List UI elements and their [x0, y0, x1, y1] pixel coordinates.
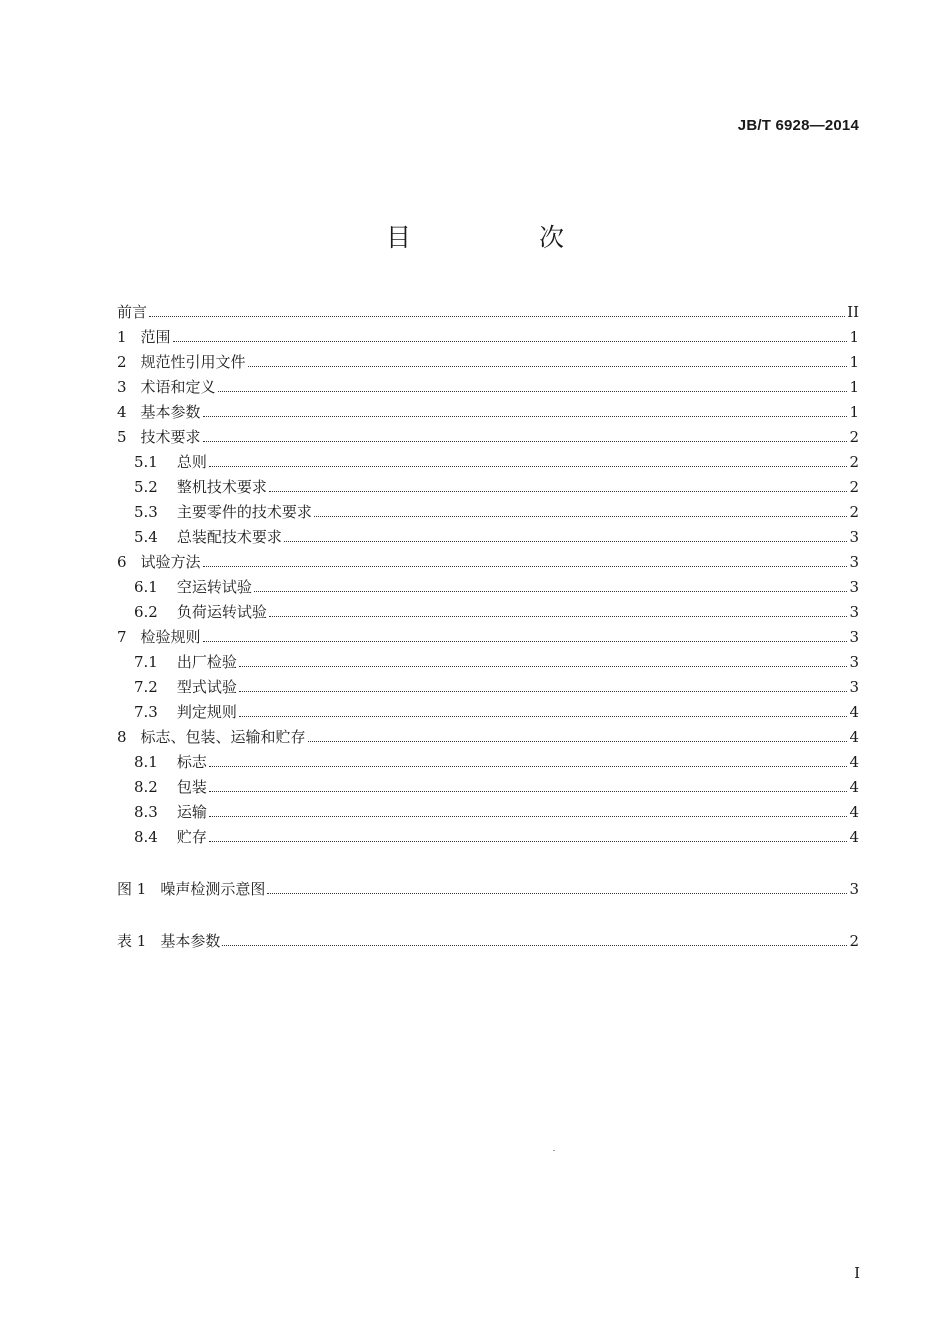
- toc-entry[interactable]: [117, 672, 859, 697]
- toc-entry-label: 出厂检验: [176, 653, 237, 671]
- toc-entry[interactable]: [117, 472, 859, 497]
- toc-entry-number: 2: [117, 353, 127, 371]
- toc-dot-leader: [269, 616, 848, 617]
- toc-entry-page: 1: [849, 403, 859, 421]
- toc-entry-number: 7.3: [134, 703, 158, 721]
- toc-entry[interactable]: [117, 772, 859, 797]
- toc-entry[interactable]: [117, 397, 859, 422]
- toc-entry-page: 3: [849, 678, 859, 696]
- toc-entry-page: 4: [849, 753, 859, 771]
- toc-entry-label: 贮存: [176, 828, 207, 846]
- toc-entry-number: 8.3: [134, 803, 158, 821]
- toc-entry-page: 3: [849, 603, 859, 621]
- toc-entry-page: 3: [849, 528, 859, 546]
- toc-entry-label: 主要零件的技术要求: [176, 503, 312, 521]
- toc-entry-label: 判定规则: [176, 703, 237, 721]
- toc-entry-page: 3: [849, 553, 859, 571]
- toc-dot-leader: [248, 366, 848, 367]
- toc-entry-number: 7.2: [134, 678, 158, 696]
- toc-entry-label: 技术要求: [140, 428, 201, 446]
- toc-dot-leader: [254, 591, 848, 592]
- toc-dot-leader: [209, 816, 848, 817]
- toc-entry-number: 4: [117, 403, 127, 421]
- toc-entry-label: 空运转试验: [176, 578, 252, 596]
- page-number: I: [854, 1264, 860, 1282]
- toc-dot-leader: [173, 341, 848, 342]
- toc-entry-number: 5.1: [134, 453, 158, 471]
- document-code: JB/T 6928—2014: [737, 117, 859, 134]
- toc-entry-label: 基本参数: [160, 932, 221, 950]
- toc-entry-label: 总则: [176, 453, 207, 471]
- toc-dot-leader: [267, 893, 847, 894]
- toc-entry-page: 2: [849, 453, 859, 471]
- toc-entry[interactable]: [117, 372, 859, 397]
- toc-entry-page: 2: [849, 428, 859, 446]
- toc-entry-number: 8: [117, 728, 127, 746]
- toc-entry-label: 检验规则: [140, 628, 201, 646]
- toc-entry-number: 5.4: [134, 528, 158, 546]
- toc-dot-leader: [209, 791, 848, 792]
- toc-dot-leader: [269, 491, 848, 492]
- toc-dot-leader: [209, 841, 848, 842]
- toc-entry-label: 包装: [176, 778, 207, 796]
- toc-entry-number: 8.1: [134, 753, 158, 771]
- toc-entry-number: 5.3: [134, 503, 158, 521]
- toc-dot-leader: [209, 766, 848, 767]
- toc-entry-page: 4: [849, 828, 859, 846]
- toc-entry[interactable]: [117, 822, 859, 847]
- toc-entry-label: 运输: [176, 803, 207, 821]
- toc-entry-page: 1: [849, 353, 859, 371]
- toc-dot-leader: [222, 945, 847, 946]
- toc-entry[interactable]: [117, 647, 859, 672]
- toc-entry-label: 总装配技术要求: [176, 528, 282, 546]
- toc-entry-label: 试验方法: [140, 553, 201, 571]
- toc-entry[interactable]: [117, 622, 859, 647]
- toc-entry[interactable]: [117, 297, 859, 322]
- toc-title: 目 次: [386, 223, 624, 252]
- toc-entry[interactable]: [117, 447, 859, 472]
- toc-dot-leader: [203, 641, 848, 642]
- toc-dot-leader: [203, 566, 848, 567]
- toc-entry-page: 4: [849, 728, 859, 746]
- toc-dot-leader: [239, 716, 848, 717]
- toc-entry[interactable]: [117, 522, 859, 547]
- toc-dot-leader: [203, 441, 848, 442]
- toc-entry-number: 7.1: [134, 653, 158, 671]
- scan-speck: [553, 1150, 555, 1151]
- toc-entry-page: 4: [849, 778, 859, 796]
- toc-entry-label: 噪声检测示意图: [160, 880, 266, 898]
- toc-entry[interactable]: [117, 926, 859, 951]
- toc-entry[interactable]: [117, 347, 859, 372]
- toc-entry-label: 负荷运转试验: [176, 603, 267, 621]
- toc-entry-page: 2: [849, 478, 859, 496]
- toc-entry[interactable]: [117, 797, 859, 822]
- toc-entry-page: II: [847, 303, 859, 321]
- toc-entry-page: 2: [849, 932, 859, 950]
- toc-entry-label: 型式试验: [176, 678, 237, 696]
- toc-entry-label: 范围: [140, 328, 171, 346]
- toc-entry-page: 3: [849, 628, 859, 646]
- toc-entry-page: 1: [849, 328, 859, 346]
- toc-entry[interactable]: [117, 722, 859, 747]
- toc-entry-label: 规范性引用文件: [140, 353, 246, 371]
- toc-entry-label: 术语和定义: [140, 378, 216, 396]
- toc-entry-number: 3: [117, 378, 127, 396]
- toc-entry[interactable]: [117, 422, 859, 447]
- toc-entry[interactable]: [117, 497, 859, 522]
- toc-dot-leader: [149, 316, 845, 317]
- toc-entry[interactable]: [117, 874, 859, 899]
- toc-entry-number: 6.2: [134, 603, 158, 621]
- toc-entry-page: 2: [849, 503, 859, 521]
- toc-entry-label: 前言: [117, 303, 148, 321]
- toc-entry-page: 4: [849, 803, 859, 821]
- toc-entry-number: 7: [117, 628, 127, 646]
- toc-dot-leader: [314, 516, 848, 517]
- toc-entry-page: 4: [849, 703, 859, 721]
- toc-entry-number: 图 1: [117, 880, 147, 898]
- toc-entry[interactable]: [117, 697, 859, 722]
- toc-dot-leader: [284, 541, 848, 542]
- toc-entry-page: 3: [849, 653, 859, 671]
- toc-entry-number: 5: [117, 428, 127, 446]
- toc-entry-label: 标志、包装、运输和贮存: [140, 728, 306, 746]
- toc-entry-label: 标志: [176, 753, 207, 771]
- toc-entry-number: 8.4: [134, 828, 158, 846]
- toc-entry-label: 整机技术要求: [176, 478, 267, 496]
- toc-entry[interactable]: [117, 572, 859, 597]
- toc-dot-leader: [218, 391, 848, 392]
- toc-entry[interactable]: [117, 547, 859, 572]
- toc-dot-leader: [239, 691, 848, 692]
- toc-entry-label: 基本参数: [140, 403, 201, 421]
- toc-entry-number: 8.2: [134, 778, 158, 796]
- toc-dot-leader: [209, 466, 848, 467]
- toc-entry-number: 6.1: [134, 578, 158, 596]
- table-of-contents: [117, 297, 859, 951]
- toc-entry-page: 3: [849, 880, 859, 898]
- toc-entry-page: 1: [849, 378, 859, 396]
- toc-dot-leader: [308, 741, 848, 742]
- toc-entry[interactable]: [117, 747, 859, 772]
- toc-entry-page: 3: [849, 578, 859, 596]
- toc-entry-number: 1: [117, 328, 127, 346]
- toc-entry[interactable]: [117, 597, 859, 622]
- toc-dot-leader: [203, 416, 848, 417]
- toc-entry-number: 5.2: [134, 478, 158, 496]
- toc-entry-number: 6: [117, 553, 127, 571]
- toc-entry[interactable]: [117, 322, 859, 347]
- toc-dot-leader: [239, 666, 848, 667]
- toc-entry-number: 表 1: [117, 932, 147, 950]
